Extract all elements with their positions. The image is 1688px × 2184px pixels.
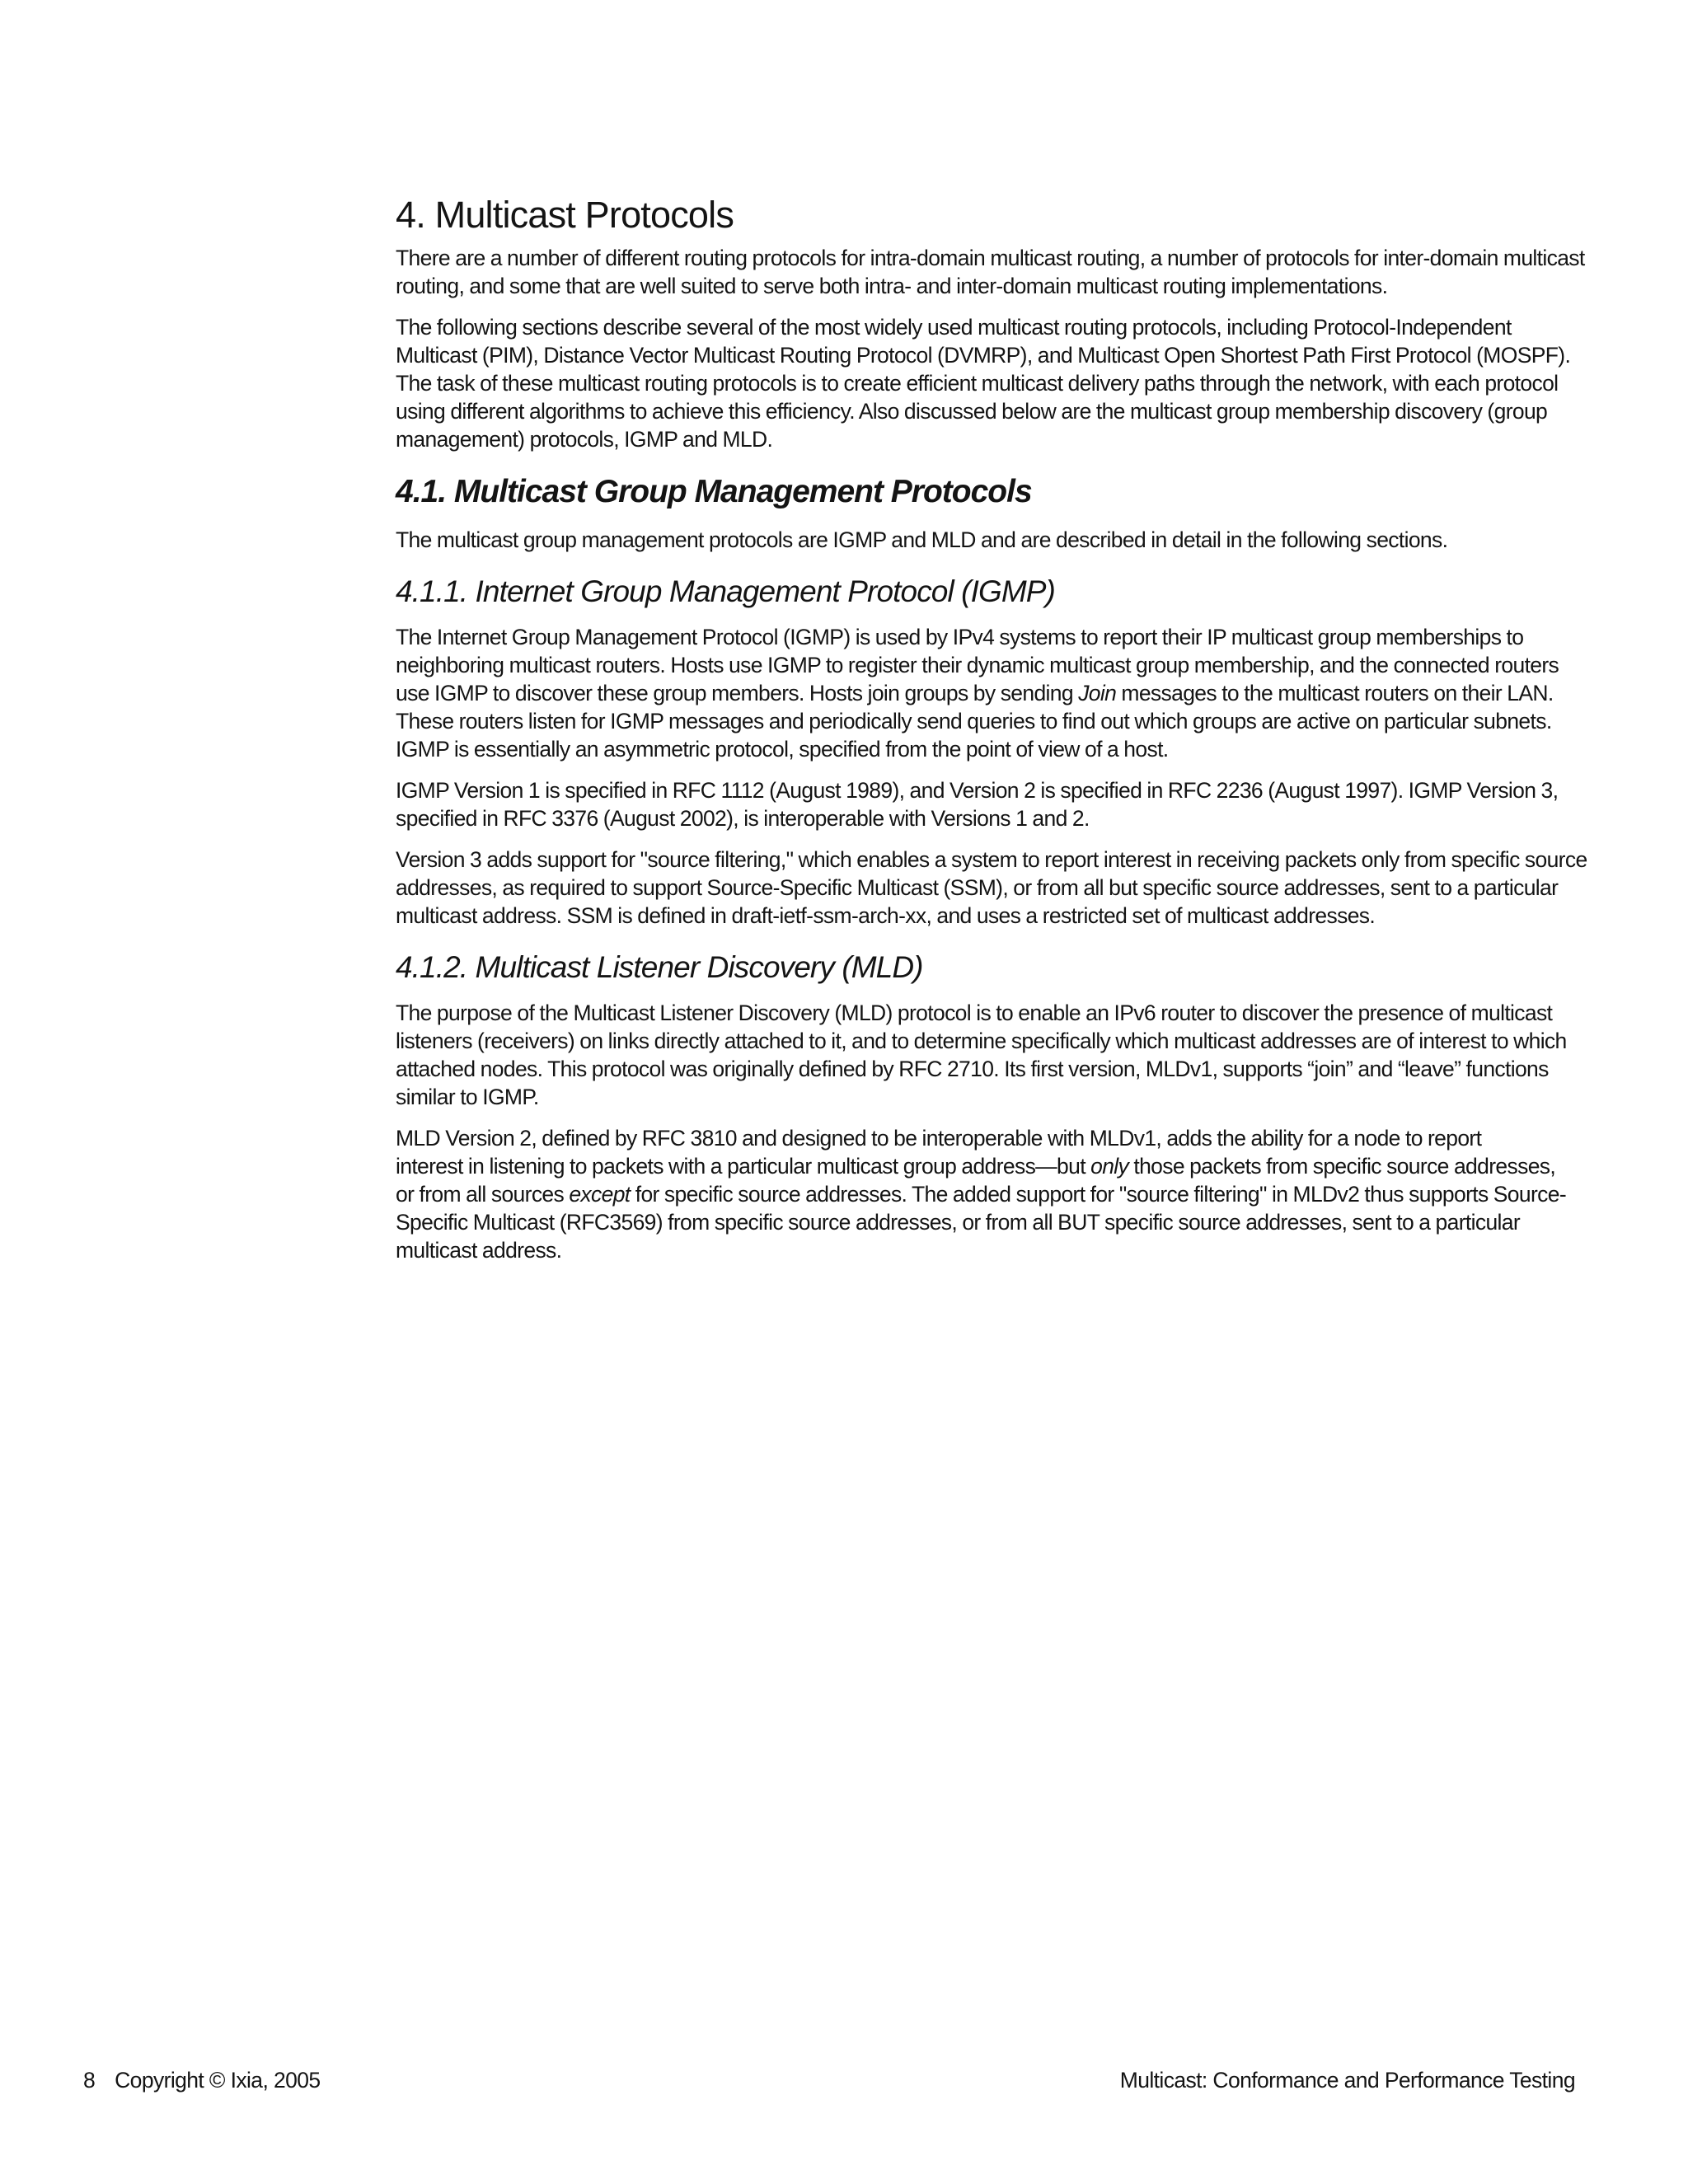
text-line: The task of these multicast routing protocols is to create efficient multicast delivery paths through the network, with each protocol <box>396 371 1559 396</box>
text-segment: those packets from specific source addresses, <box>1128 1154 1556 1179</box>
text-line: neighboring multicast routers. Hosts use IGMP to register their dynamic multicast group membership, and the connected routers <box>396 653 1559 677</box>
text-line: management) protocols, IGMP and MLD. <box>396 427 773 452</box>
page-content <box>396 191 1587 1264</box>
copyright-notice: Copyright © Ixia, 2005 <box>115 2068 321 2093</box>
text-line: The multicast group management protocols are IGMP and MLD and are described in detail in the following sections. <box>396 527 1448 552</box>
text-line: MLD Version 2, defined by RFC 3810 and designed to be interoperable with MLDv1, adds the ability for a node to report <box>396 1126 1482 1151</box>
intro-paragraph <box>396 244 1585 300</box>
italic-term-except: except <box>569 1182 631 1207</box>
protocols-overview-paragraph <box>396 313 1582 453</box>
text-line: Multicast (PIM), Distance Vector Multicast Routing Protocol (DVMRP), and Multicast Open Shortest Path First Protocol (MOSPF). <box>396 343 1571 368</box>
section-heading-4-1: 4.1. Multicast Group Management Protocols <box>396 474 1032 509</box>
text-line: Specific Multicast (RFC3569) from specific source addresses, or from all BUT specific source addresses, sent to a particular <box>396 1210 1521 1235</box>
text-line: IGMP is essentially an asymmetric protocol, specified from the point of view of a host. <box>396 737 1169 762</box>
text-line: specified in RFC 3376 (August 2002), is interoperable with Versions 1 and 2. <box>396 806 1090 831</box>
text-segment: messages to the multicast routers on their LAN. <box>1116 681 1554 705</box>
text-line: Version 3 adds support for "source filtering," which enables a system to report interest in receiving packets only from specific source <box>396 847 1587 872</box>
mld-description-paragraph <box>396 999 1582 1111</box>
text-line: multicast address. SSM is defined in draft-ietf-ssm-arch-xx, and uses a restricted set of multicast addresses. <box>396 903 1376 928</box>
text-line: IGMP Version 1 is specified in RFC 1112 (August 1989), and Version 2 is specified in RFC 2236 (August 1997). IGMP Version 3, <box>396 778 1559 803</box>
text-line: similar to IGMP. <box>396 1085 539 1109</box>
text-line: routing, and some that are well suited to serve both intra- and inter-domain multicast routing implementations. <box>396 274 1388 298</box>
text-segment: interest in listening to packets with a particular multicast group address—but <box>396 1154 1091 1179</box>
italic-term-join: Join <box>1078 681 1117 705</box>
text-line: The following sections describe several of the most widely used multicast routing protocols, including Protocol-Independent <box>396 315 1512 340</box>
text-line: The Internet Group Management Protocol (IGMP) is used by IPv4 systems to report their IP multicast group memberships to <box>396 625 1524 649</box>
text-line: The purpose of the Multicast Listener Discovery (MLD) protocol is to enable an IPv6 router to discover the presence of multicast <box>396 1001 1553 1025</box>
text-line: multicast address. <box>396 1238 562 1263</box>
igmp-description-paragraph <box>396 623 1582 763</box>
section-heading-4-1-1: 4.1.1. Internet Group Management Protocol (IGMP) <box>396 574 1055 608</box>
igmp-versions-paragraph <box>396 776 1582 832</box>
text-line: attached nodes. This protocol was originally defined by RFC 2710. Its first version, MLDv1, supports “join” and “leave” functions <box>396 1057 1549 1081</box>
text-line: There are a number of different routing protocols for intra-domain multicast routing, a number of protocols for inter-domain multicast <box>396 246 1585 270</box>
footer-document-title: Multicast: Conformance and Performance Testing <box>1119 2068 1575 2093</box>
footer-left <box>83 2066 321 2094</box>
text-segment: or from all sources <box>396 1182 570 1207</box>
text-line <box>396 1180 1582 1208</box>
chapter-heading: 4. Multicast Protocols <box>396 194 734 236</box>
text-segment: use IGMP to discover these group members. Hosts join groups by sending <box>396 681 1079 705</box>
igmp-v3-paragraph <box>396 846 1587 930</box>
text-line: listeners (receivers) on links directly attached to it, and to determine specifically which multicast addresses are of interest to which <box>396 1029 1567 1053</box>
text-line <box>396 679 1582 707</box>
page-number: 8 <box>83 2068 96 2093</box>
group-management-paragraph <box>396 526 1582 554</box>
text-segment: for specific source addresses. The added support for "source filtering" in MLDv2 thus supports Source- <box>630 1182 1567 1207</box>
mld-v2-paragraph <box>396 1124 1582 1264</box>
section-heading-4-1-2: 4.1.2. Multicast Listener Discovery (MLD) <box>396 950 923 984</box>
text-line: using different algorithms to achieve this efficiency. Also discussed below are the multicast group membership discovery (group <box>396 399 1548 424</box>
italic-term-only: only <box>1090 1154 1129 1179</box>
text-line: These routers listen for IGMP messages and periodically send queries to find out which groups are active on particular subnets. <box>396 709 1552 733</box>
text-line <box>396 1152 1582 1180</box>
text-line: addresses, as required to support Source-Specific Multicast (SSM), or from all but specific source addresses, sent to a particular <box>396 875 1559 900</box>
